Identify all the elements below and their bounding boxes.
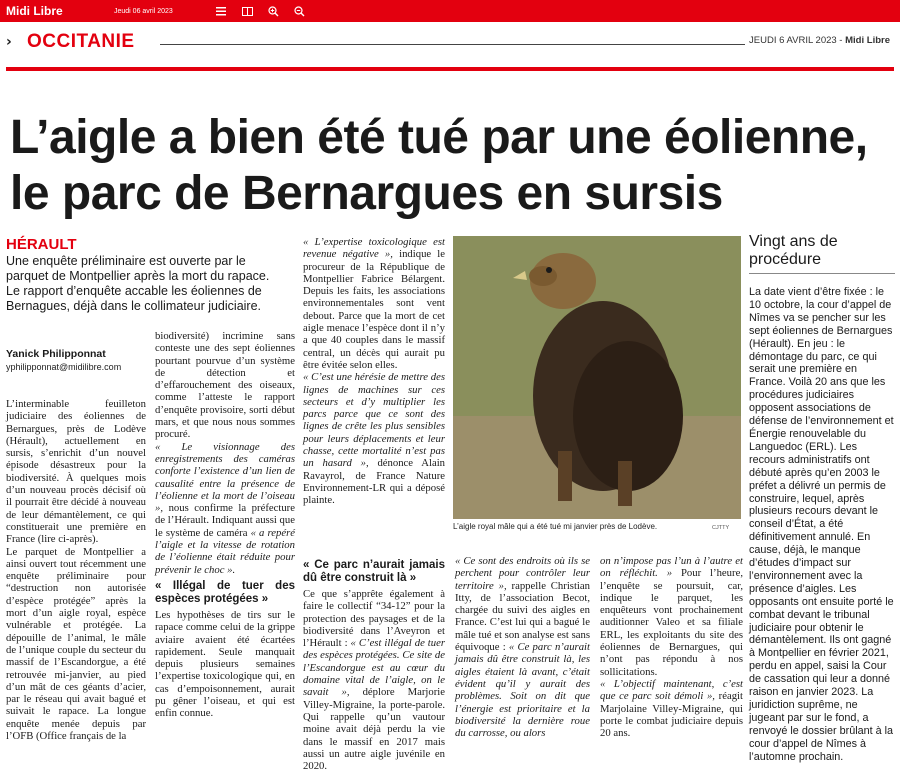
quote: « Ce parc n’aurait jamais dû être construit là, les aigles étaient là avant, c’était évident qu’il y aurait des problèmes. Soit on dit que l’énergie est prioritaire et la biodiversité la dernière roue du carrosse, ou alors: [455, 641, 590, 740]
quote: « C’est une hérésie de mettre des lignes de machines sur ces secteurs et d’y multiplier les parcs parce que ce sont des lignes de crête les plus sensibles pour leurs déplacements et leur chasse, cette mortalité n’est pas un hasard »,: [303, 371, 445, 470]
quote: on n’impose pas l’un à l’autre et on réfléchit. »: [600, 555, 743, 580]
body-paragraph: [303, 588, 445, 772]
headline-line-1: L’aigle a bien été tué par une éolienne,: [10, 111, 868, 164]
article-column-2: [155, 330, 295, 720]
text: indique le procureur de la République de Montpellier Fabrice Bélargent. Depuis les faits, les associations environnementales sont vent debout. Parce que la mort de cet aigle menace l’espèce dont il n’y a que 40 couples dans le massif central, un décès qui aurait pu être évitée selon elles.: [303, 248, 446, 371]
photo-caption: L’aigle royal mâle qui a été tué mi janvier près de Lodève.: [453, 522, 658, 531]
quote: « C’est illégal de tuer des espèces protégées. Ce site de l’Escandorgue est au cœur du domaine vital de l’aigle, on le savait »,: [303, 637, 446, 699]
headline-line-2: le parc de Bernargues en sursis: [10, 167, 723, 220]
section-rule: [6, 67, 894, 71]
dateline-date: JEUDI 6 AVRIL 2023 -: [749, 35, 843, 46]
article-column-4: [455, 555, 590, 739]
article-headline: [10, 110, 895, 222]
quote: « a repéré l’aigle et la vitesse de rotation de l’éolienne était réduite pour prévenir le choc ».: [155, 526, 296, 576]
menu-icon[interactable]: [214, 4, 228, 18]
text: réagit Marjolaine Villey-Migraine, qui porte le combat judiciaire depuis 20 ans.: [600, 690, 743, 740]
text: dénonce Alain Ravayrol, de France Nature Environnement-LR qui a déposé plainte.: [303, 457, 446, 507]
article-column-3-lower: [303, 555, 445, 772]
text: rappelle Christian Itty, de l’association Becot, chargée du suivi des aigles en France. C’est lui qui a bagué le mâle tué et son analyse est sans équivoque :: [455, 579, 590, 654]
article-column-3: [303, 236, 445, 507]
dateline-paper: Midi Libre: [845, 35, 890, 46]
text: Ce que s’apprête également à faire le collectif “34-12” pour la protection des paysages et de la biodiversité dans l’Aveyron et l’Hérault :: [303, 588, 445, 650]
chevron-right-icon: ›: [6, 34, 12, 50]
standfirst: [6, 254, 281, 314]
section-name: OCCITANIE: [27, 31, 135, 52]
article-column-1: [6, 398, 146, 742]
divider: [160, 44, 745, 45]
standfirst-p2: Le rapport d’enquête accable les éoliennes de Bernagues, déjà dans le collimateur judiciaire.: [6, 284, 262, 313]
subheading: « Ce parc n’aurait jamais dû être construit là »: [303, 559, 445, 584]
photo-credit: CJTTY: [712, 525, 730, 531]
body-paragraph: biodiversité) incrimine sans conteste une des sept éoliennes pourtant pourvue d’un système de détection et d’effarouchement des oiseaux, comme l’atteste le rapport d’enquête provisoire, sorti début mars, et que nous nous sommes procuré.: [155, 330, 295, 441]
text: déplore Marjorie Villey-Migraine, la porte-parole. Qui rappelle qu’un vautour moine avait déjà perdu la vie dans le massif en 2017 mais aussi un autre aigle juvénile en 2020.: [303, 686, 446, 772]
author-name: Yanick Philipponnat: [6, 348, 106, 360]
quote: « Le visionnage des enregistrements des caméras conforte l’existence d’un lien de causalité entre la présence de l’éolienne et la mort de l’oiseau »,: [155, 440, 295, 515]
sidebar-title: Vingt ans de procédure: [749, 233, 838, 268]
text: nous confirme la préfecture de l’Hérault. Indiquant aussi que le système de caméra: [155, 502, 295, 539]
eagle-illustration: [453, 236, 741, 519]
divider: [749, 273, 895, 274]
issue-date: Jeudi 06 avril 2023: [114, 7, 173, 15]
pages-icon[interactable]: [240, 4, 254, 18]
author-email[interactable]: yphilipponnat@midilibre.com: [6, 362, 122, 372]
body-paragraph: [600, 555, 743, 678]
body-paragraph: [155, 441, 295, 576]
standfirst-p1: Une enquête préliminaire est ouverte par le parquet de Montpellier après la mort du rapace.: [6, 254, 270, 283]
zoom-in-icon[interactable]: [266, 4, 280, 18]
sidebar-body: La date vient d’être fixée : le 10 octobre, la cour d’appel de Nîmes va se pencher sur les sept éoliennes de Bernargues (Hérault). En jeu : le démontage du parc, ce qui serait une première en France. Voilà 20 ans que les procédures judiciaires opposent associations de défense de l’environnement et Énergie renouvelable du Languedoc (ERL). Les recours administratifs ont débuté après qu’en 2003 le préfet a délivré un permis de construire, lequel, après plusieurs recours devant le conseil d’État, a été définitivement annulé. En cause, déjà, le manque d’études d’impact sur l’environnement avec la présence d’aigles. Les opposants ont ensuite porté le combat devant le tribunal judiciaire pour obtenir le démantèlement. Ils ont gagné à Montpellier en février 2021, perdu en appel, saisi la Cour de cassation qui leur a donné raison en janvier 2023. La juridiction suprême, ne jugeant par sur le fond, a renvoyé le dossier brûlant à la cour d’appel de Nîmes à l’automne prochain.: [749, 286, 894, 763]
viewer-toolbar: [0, 0, 900, 22]
text: Pour l’heure, l’enquête se poursuit, car, indique le parquet, les enquêteurs vont prochainement auditionner Valeo et sa filiale ERL, les exploitants du site des éoliennes de Bernargues, qui n’ont pas répondu à nos sollicitations.: [600, 567, 743, 678]
brand-logo[interactable]: Midi Libre: [6, 4, 63, 18]
quote: « Ce sont des endroits où ils se perchent pour contrôler leur territoire »,: [455, 555, 590, 592]
eagle-photo: [453, 236, 741, 519]
body-paragraph: Le parquet de Montpellier a ainsi ouvert tout récemment une enquête préliminaire pour “destruction non autorisée d’espèce protégée” après la mort d’un aigle royal, espèce vulnérable et protégée. La dépouille de l’animal, le mâle de l’unique couple du secteur du massif de l’Escandorgue, a été retrouvée mi-janvier, au pied d’un mât de ces géants d’acier, par le réseau qui avait bagué et suivait le rapace. La longue enquête menée depuis par l’OFB (Office français de la: [6, 545, 146, 743]
quote: « L’objectif maintenant, c’est que ce parc soit démoli »,: [600, 677, 743, 703]
kicker: HÉRAULT: [6, 236, 77, 253]
body-paragraph: [303, 236, 445, 371]
sidebar-box: [749, 233, 895, 764]
body-paragraph: [303, 371, 445, 506]
quote: « L’expertise toxicologique est revenue négative »,: [303, 236, 445, 261]
section-header: [0, 28, 900, 68]
body-paragraph: [600, 678, 743, 739]
subheading: « Illégal de tuer des espèces protégées »: [155, 579, 295, 605]
article-column-5: [600, 555, 743, 739]
body-paragraph: L’interminable feuilleton judiciaire des éoliennes de Bernargues, près de Lodève (Hérault), actuellement en sursis, s’enrichit d’un nouvel épisode désastreux pour la biodiversité. À quelques mois d’un nouveau procès décisif où il pourrait être décidé à nouveau de leur démantèlement, ce qui constituerait une première en France (lire ci-après).: [6, 398, 146, 546]
dateline: [749, 35, 890, 46]
zoom-out-icon[interactable]: [292, 4, 306, 18]
body-paragraph: Les hypothèses de tirs sur le rapace comme celui de la grippe aviaire avaient été écartées rapidement. Seule manquait depuis plusieurs semaines l’expertise toxicologique qui, en cas d’empoisonnement, aurait pu gêner l’oiseau, et qui est enfin connue.: [155, 608, 295, 720]
body-paragraph: [455, 555, 590, 739]
